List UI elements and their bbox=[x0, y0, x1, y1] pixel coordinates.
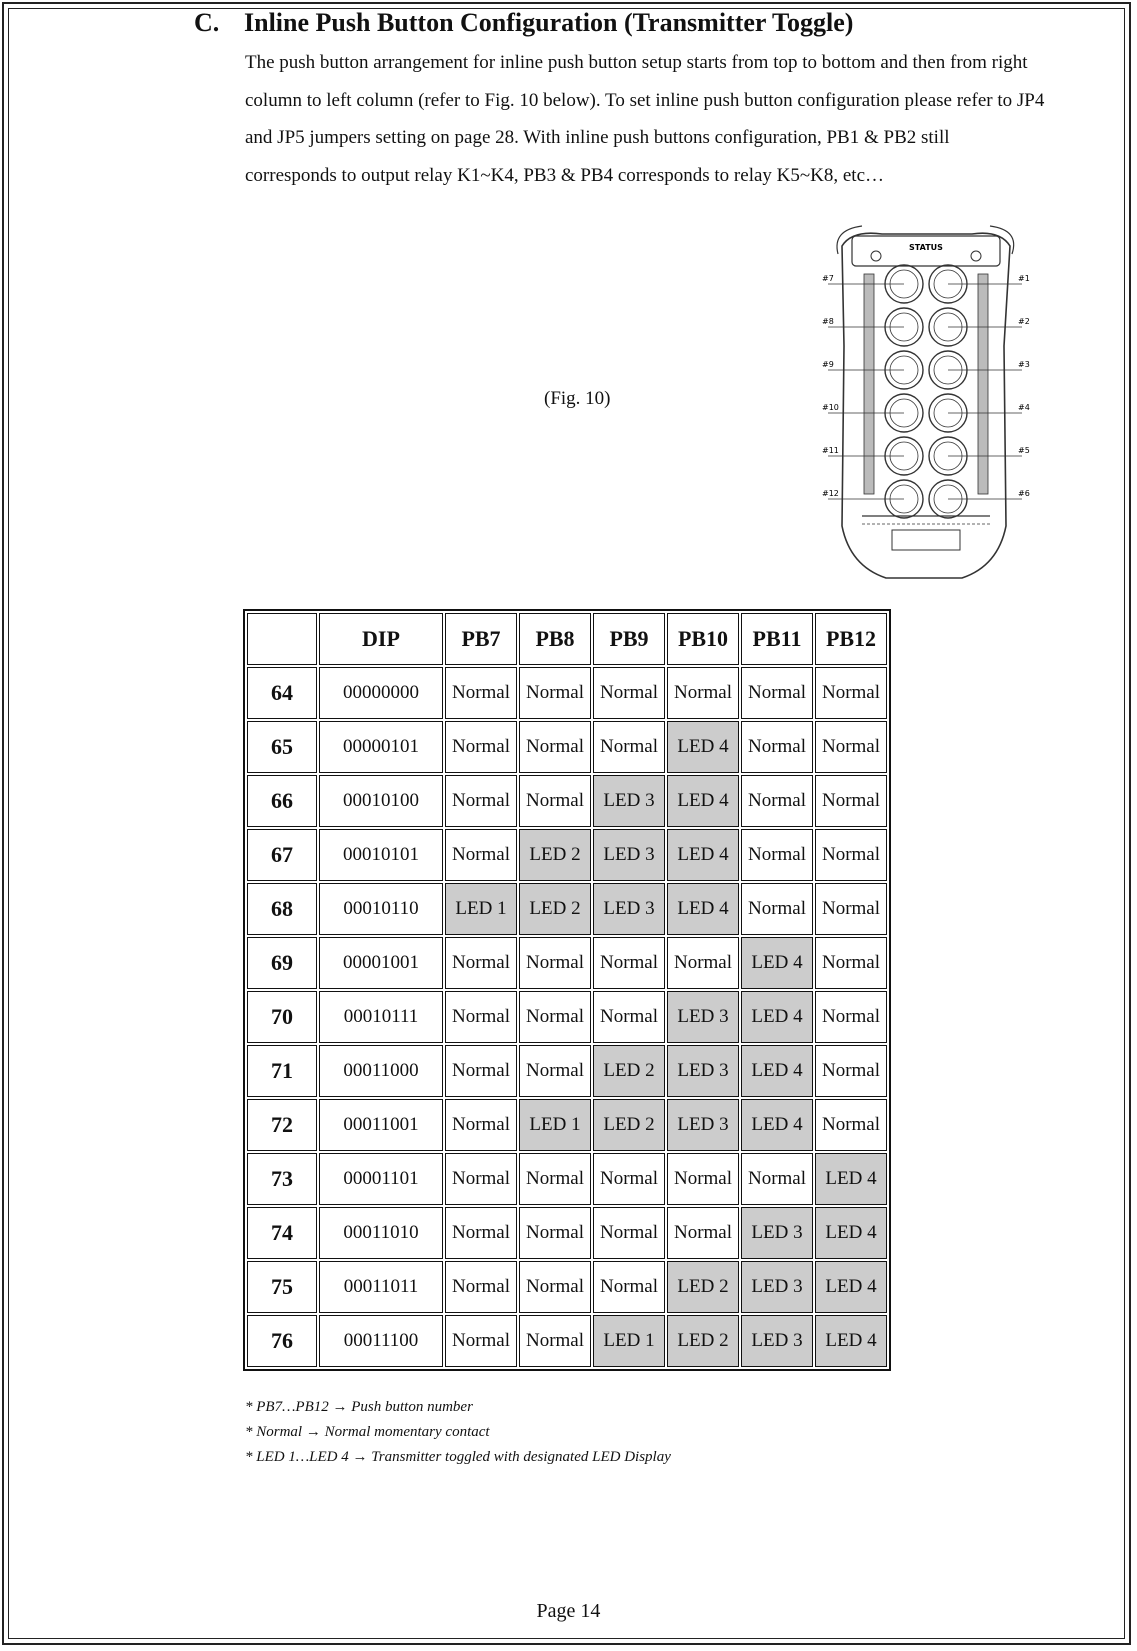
pb-mode-cell: LED 4 bbox=[667, 829, 739, 881]
pb-mode-cell: Normal bbox=[445, 775, 517, 827]
table-row bbox=[247, 937, 887, 989]
pb-mode-cell: Normal bbox=[815, 775, 887, 827]
table-row bbox=[247, 829, 887, 881]
row-number: 71 bbox=[247, 1045, 317, 1097]
pb-mode-cell: Normal bbox=[519, 1153, 591, 1205]
pb-mode-cell: LED 3 bbox=[741, 1207, 813, 1259]
row-number: 67 bbox=[247, 829, 317, 881]
pb-mode-cell: Normal bbox=[593, 1207, 665, 1259]
button-label-right: #2 bbox=[1018, 317, 1030, 326]
button-label-right: #1 bbox=[1018, 274, 1030, 283]
pb-mode-cell: Normal bbox=[815, 829, 887, 881]
pb-mode-cell: Normal bbox=[741, 721, 813, 773]
header-pb8: PB8 bbox=[519, 613, 591, 665]
dip-setting: 00010101 bbox=[319, 829, 443, 881]
pb-mode-cell: Normal bbox=[815, 1099, 887, 1151]
table-body bbox=[247, 667, 887, 1367]
pb-mode-cell: LED 4 bbox=[815, 1153, 887, 1205]
button-label-left: #7 bbox=[822, 274, 834, 283]
pb-mode-cell: Normal bbox=[519, 1045, 591, 1097]
pb-mode-cell: Normal bbox=[445, 721, 517, 773]
table-row bbox=[247, 721, 887, 773]
pb-mode-cell: Normal bbox=[445, 1261, 517, 1313]
pb-mode-cell: LED 2 bbox=[593, 1099, 665, 1151]
row-number: 72 bbox=[247, 1099, 317, 1151]
pb-mode-cell: Normal bbox=[741, 667, 813, 719]
pb-mode-cell: Normal bbox=[741, 1153, 813, 1205]
row-number: 76 bbox=[247, 1315, 317, 1367]
table-row bbox=[247, 1261, 887, 1313]
pb-mode-cell: LED 4 bbox=[741, 1099, 813, 1151]
button-label-right: #4 bbox=[1018, 403, 1030, 412]
pb-mode-cell: LED 4 bbox=[667, 883, 739, 935]
pb-mode-cell: Normal bbox=[741, 883, 813, 935]
table-row bbox=[247, 991, 887, 1043]
button-label-left: #8 bbox=[822, 317, 834, 326]
dip-setting: 00011000 bbox=[319, 1045, 443, 1097]
header-pb11: PB11 bbox=[741, 613, 813, 665]
dip-setting: 00010110 bbox=[319, 883, 443, 935]
table-row bbox=[247, 1099, 887, 1151]
footnote-pb: * PB7…PB12 → Push button number bbox=[245, 1399, 473, 1415]
footnote-normal: * Normal → Normal momentary contact bbox=[245, 1424, 490, 1440]
pb-mode-cell: LED 4 bbox=[667, 721, 739, 773]
pb-mode-cell: Normal bbox=[593, 721, 665, 773]
page-number: Page 14 bbox=[536, 1600, 601, 1622]
pb-mode-cell: LED 4 bbox=[815, 1315, 887, 1367]
header-pb12: PB12 bbox=[815, 613, 887, 665]
row-number: 73 bbox=[247, 1153, 317, 1205]
dip-config-table bbox=[243, 609, 891, 1371]
pb-mode-cell: Normal bbox=[741, 775, 813, 827]
status-panel-label: STATUS bbox=[909, 243, 943, 252]
table-row bbox=[247, 883, 887, 935]
table-header-row bbox=[247, 613, 887, 665]
pb-mode-cell: Normal bbox=[445, 1153, 517, 1205]
pb-mode-cell: Normal bbox=[445, 829, 517, 881]
dip-setting: 00011010 bbox=[319, 1207, 443, 1259]
pb-mode-cell: Normal bbox=[667, 667, 739, 719]
pb-mode-cell: Normal bbox=[593, 1261, 665, 1313]
pb-mode-cell: LED 1 bbox=[593, 1315, 665, 1367]
dip-setting: 00011100 bbox=[319, 1315, 443, 1367]
pb-mode-cell: Normal bbox=[519, 721, 591, 773]
header-dip: DIP bbox=[319, 613, 443, 665]
pb-mode-cell: LED 3 bbox=[667, 1045, 739, 1097]
pb-mode-cell: LED 4 bbox=[741, 1045, 813, 1097]
pb-mode-cell: LED 3 bbox=[741, 1315, 813, 1367]
row-number: 70 bbox=[247, 991, 317, 1043]
pb-mode-cell: Normal bbox=[445, 667, 517, 719]
pb-mode-cell: Normal bbox=[519, 667, 591, 719]
section-heading bbox=[194, 8, 853, 38]
row-number: 68 bbox=[247, 883, 317, 935]
footnote-led: * LED 1…LED 4 → Transmitter toggled with designated LED Display bbox=[245, 1449, 671, 1465]
header-pb9: PB9 bbox=[593, 613, 665, 665]
pb-mode-cell: LED 3 bbox=[741, 1261, 813, 1313]
pb-mode-cell: Normal bbox=[667, 937, 739, 989]
pb-mode-cell: LED 4 bbox=[815, 1207, 887, 1259]
pb-mode-cell: LED 4 bbox=[741, 991, 813, 1043]
pb-mode-cell: Normal bbox=[815, 937, 887, 989]
section-title: Inline Push Button Configuration (Transmitter Toggle) bbox=[244, 8, 854, 37]
pb-mode-cell: LED 3 bbox=[593, 775, 665, 827]
table-row bbox=[247, 775, 887, 827]
pb-mode-cell: LED 2 bbox=[667, 1315, 739, 1367]
footnotes bbox=[245, 1395, 671, 1470]
figure-caption: (Fig. 10) bbox=[544, 388, 611, 409]
pb-mode-cell: LED 2 bbox=[593, 1045, 665, 1097]
pb-mode-cell: Normal bbox=[815, 721, 887, 773]
pb-mode-cell: LED 4 bbox=[741, 937, 813, 989]
button-label-right: #5 bbox=[1018, 446, 1030, 455]
button-label-left: #10 bbox=[822, 403, 839, 412]
row-number: 64 bbox=[247, 667, 317, 719]
pb-mode-cell: Normal bbox=[519, 775, 591, 827]
button-label-left: #11 bbox=[822, 446, 839, 455]
pb-mode-cell: Normal bbox=[815, 991, 887, 1043]
pb-mode-cell: Normal bbox=[593, 1153, 665, 1205]
dip-setting: 00001101 bbox=[319, 1153, 443, 1205]
pb-mode-cell: LED 2 bbox=[519, 883, 591, 935]
pb-mode-cell: LED 3 bbox=[593, 829, 665, 881]
header-corner bbox=[247, 613, 317, 665]
row-number: 66 bbox=[247, 775, 317, 827]
row-number: 69 bbox=[247, 937, 317, 989]
pb-mode-cell: LED 1 bbox=[445, 883, 517, 935]
pb-mode-cell: Normal bbox=[815, 1045, 887, 1097]
dip-setting: 00000101 bbox=[319, 721, 443, 773]
button-label-right: #6 bbox=[1018, 489, 1030, 498]
pb-mode-cell: Normal bbox=[445, 1099, 517, 1151]
pb-mode-cell: Normal bbox=[445, 1315, 517, 1367]
header-pb7: PB7 bbox=[445, 613, 517, 665]
table-row bbox=[247, 1045, 887, 1097]
pb-mode-cell: Normal bbox=[445, 1207, 517, 1259]
pb-mode-cell: LED 2 bbox=[519, 829, 591, 881]
pb-mode-cell: LED 2 bbox=[667, 1261, 739, 1313]
row-number: 65 bbox=[247, 721, 317, 773]
pb-mode-cell: Normal bbox=[667, 1207, 739, 1259]
pb-mode-cell: Normal bbox=[741, 829, 813, 881]
pb-mode-cell: Normal bbox=[519, 937, 591, 989]
pb-mode-cell: Normal bbox=[519, 1207, 591, 1259]
pb-mode-cell: Normal bbox=[593, 937, 665, 989]
pb-mode-cell: LED 4 bbox=[667, 775, 739, 827]
pb-mode-cell: LED 3 bbox=[667, 1099, 739, 1151]
dip-setting: 00011001 bbox=[319, 1099, 443, 1151]
row-number: 75 bbox=[247, 1261, 317, 1313]
row-number: 74 bbox=[247, 1207, 317, 1259]
pb-mode-cell: Normal bbox=[667, 1153, 739, 1205]
pb-mode-cell: Normal bbox=[445, 937, 517, 989]
button-label-left: #12 bbox=[822, 489, 839, 498]
transmitter-drawing bbox=[822, 226, 1028, 578]
dip-setting: 00000000 bbox=[319, 667, 443, 719]
pb-mode-cell: LED 1 bbox=[519, 1099, 591, 1151]
table-row bbox=[247, 1153, 887, 1205]
button-label-right: #3 bbox=[1018, 360, 1030, 369]
table-row bbox=[247, 1315, 887, 1367]
dip-setting: 00010100 bbox=[319, 775, 443, 827]
section-letter: C. bbox=[194, 8, 220, 37]
pb-mode-cell: Normal bbox=[593, 991, 665, 1043]
pb-mode-cell: LED 4 bbox=[815, 1261, 887, 1313]
table-row bbox=[247, 1207, 887, 1259]
pb-mode-cell: Normal bbox=[815, 667, 887, 719]
transmitter-figure bbox=[822, 226, 1028, 578]
pb-mode-cell: Normal bbox=[519, 1315, 591, 1367]
table-row bbox=[247, 667, 887, 719]
dip-setting: 00011011 bbox=[319, 1261, 443, 1313]
pb-mode-cell: LED 3 bbox=[593, 883, 665, 935]
dip-setting: 00010111 bbox=[319, 991, 443, 1043]
pb-mode-cell: Normal bbox=[519, 1261, 591, 1313]
pb-mode-cell: Normal bbox=[519, 991, 591, 1043]
pb-mode-cell: LED 3 bbox=[667, 991, 739, 1043]
pb-mode-cell: Normal bbox=[815, 883, 887, 935]
button-label-left: #9 bbox=[822, 360, 834, 369]
dip-setting: 00001001 bbox=[319, 937, 443, 989]
pb-mode-cell: Normal bbox=[445, 1045, 517, 1097]
header-pb10: PB10 bbox=[667, 613, 739, 665]
pb-mode-cell: Normal bbox=[593, 667, 665, 719]
pb-mode-cell: Normal bbox=[445, 991, 517, 1043]
intro-paragraph: The push button arrangement for inline push button setup starts from top to bottom and then from right column to left column (refer to Fig. 10 below). To set inline push button configuration please refer to JP4 and JP5 jumpers setting on page 28. With inline push buttons configuration, PB1 & PB2 still corresponds to output relay K1~K4, PB3 & PB4 corresponds to relay K5~K8, etc… bbox=[245, 52, 1045, 186]
